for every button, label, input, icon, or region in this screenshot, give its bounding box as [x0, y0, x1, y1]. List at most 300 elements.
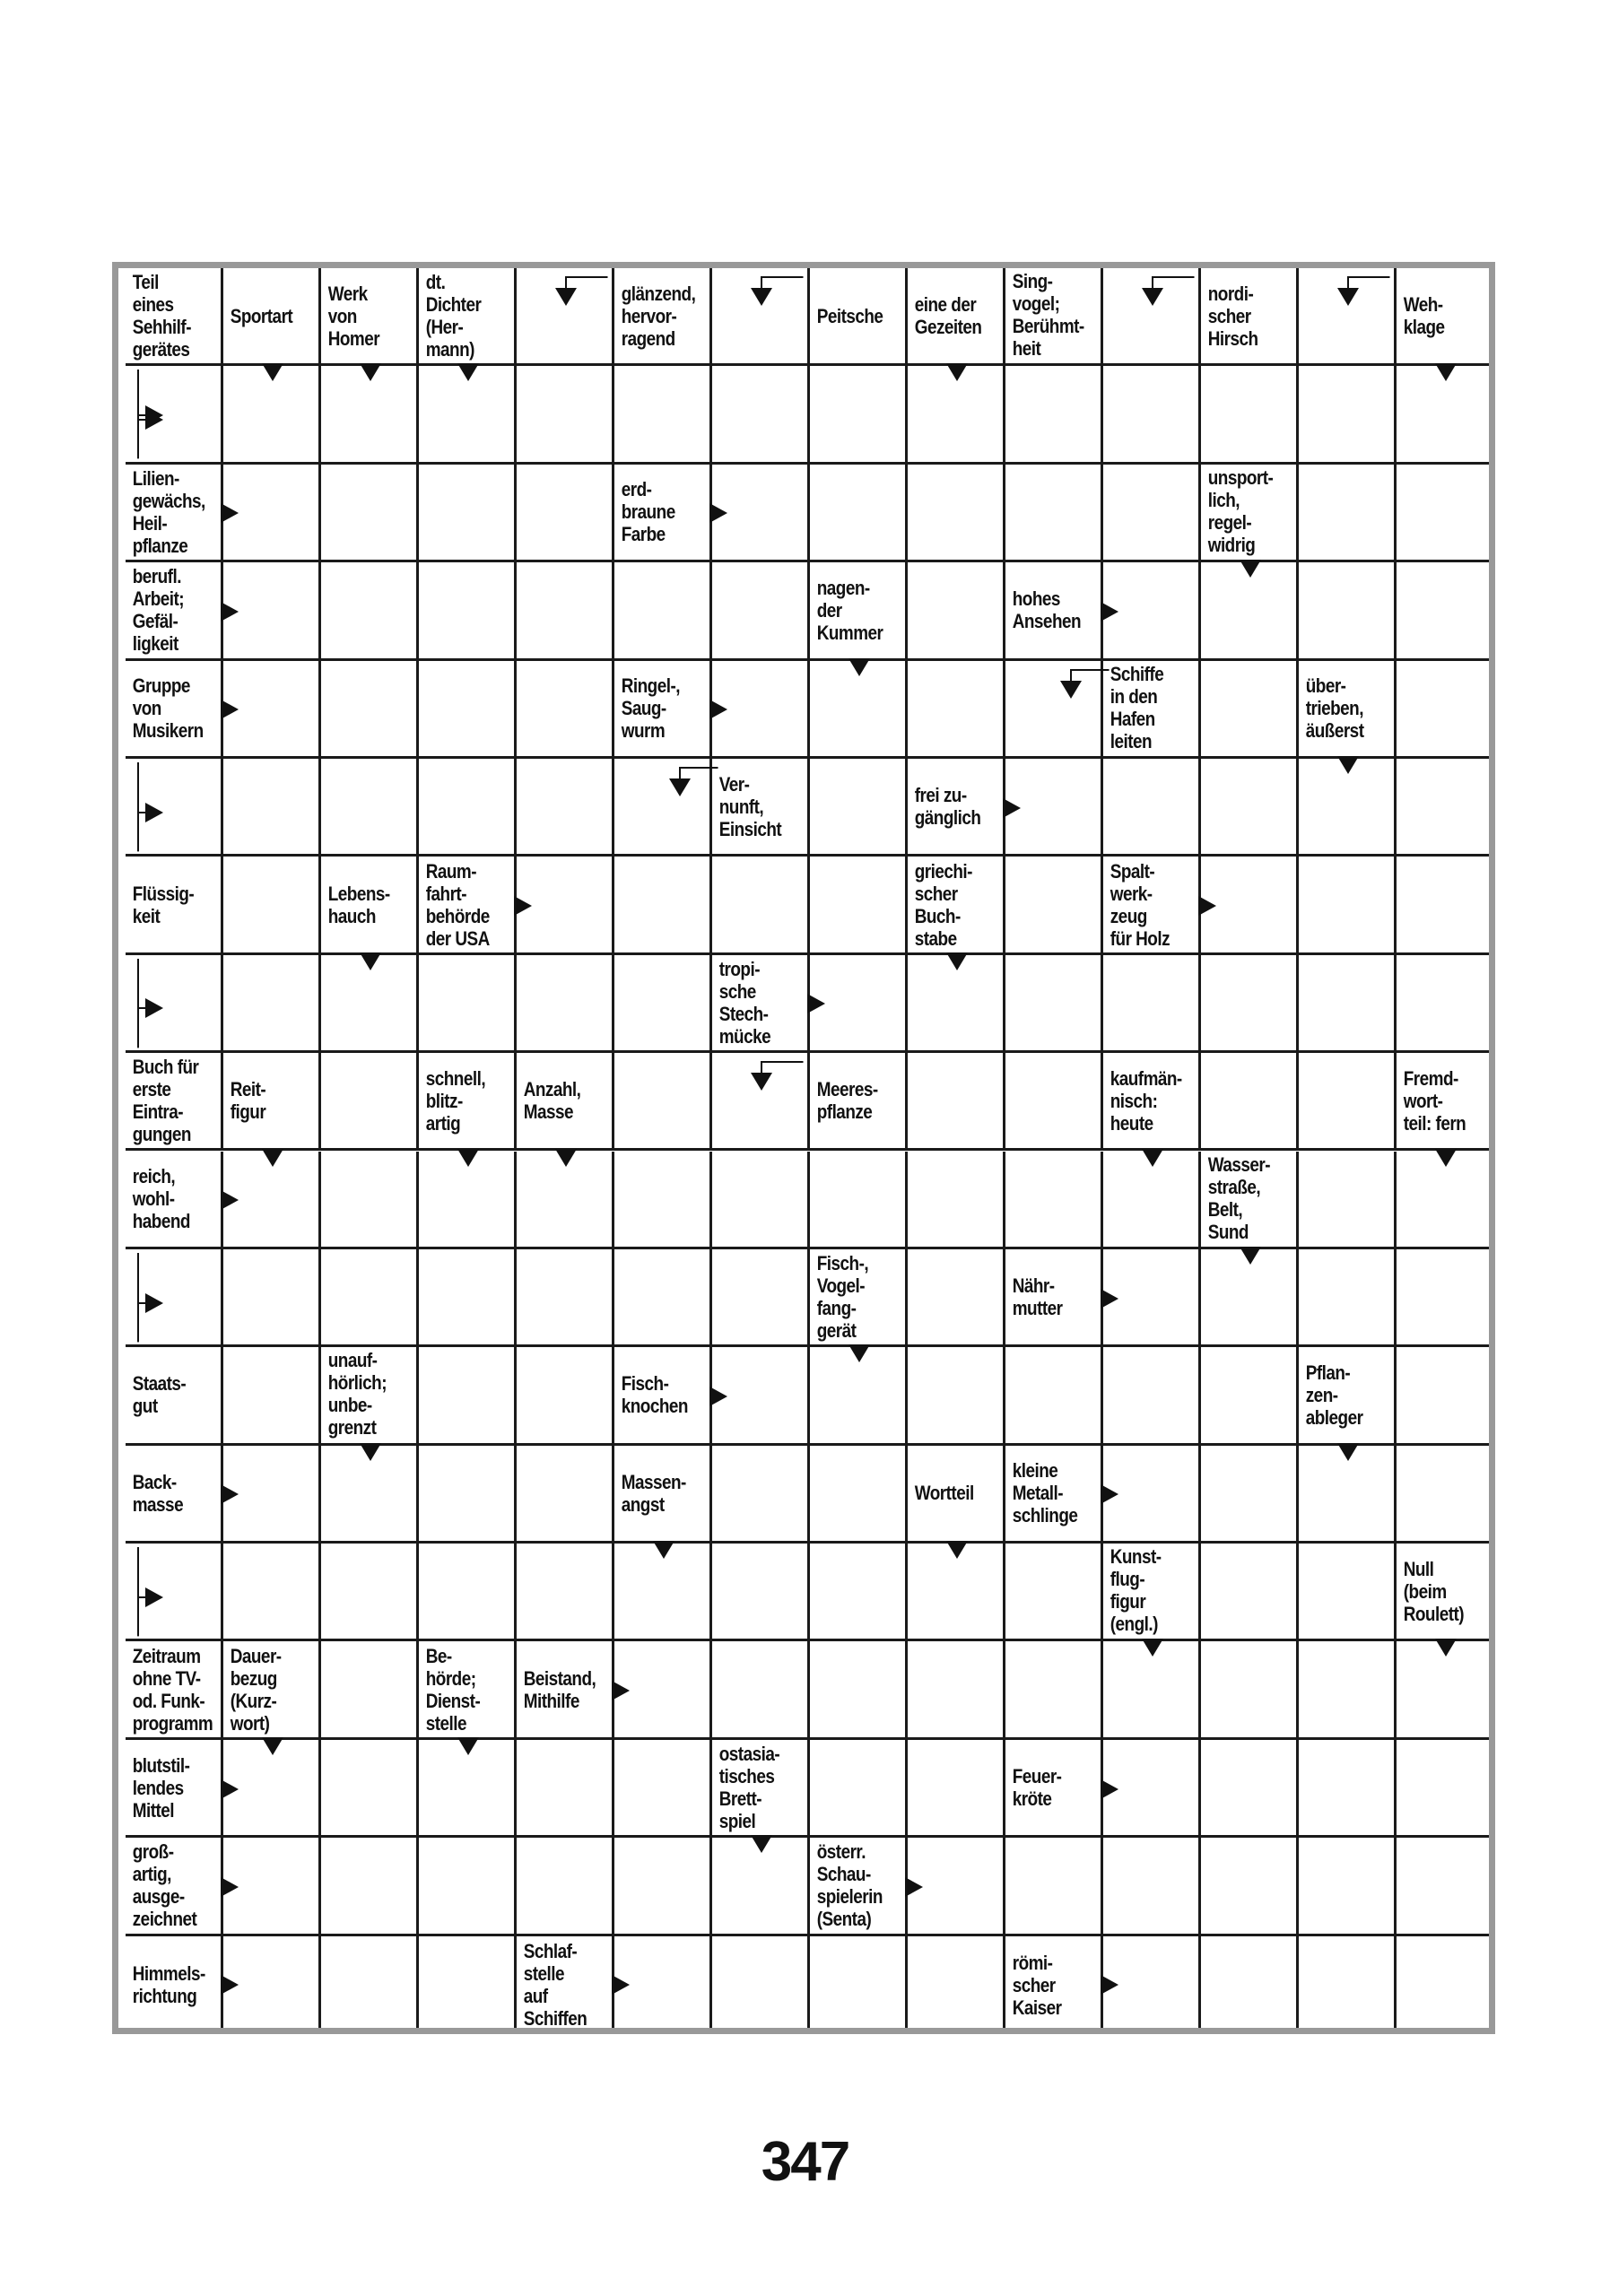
answer-cell[interactable]: [1299, 366, 1397, 464]
clue-text: Dauer- bezug (Kurz- wort): [230, 1644, 282, 1735]
arrow-down-icon: [360, 952, 381, 970]
answer-cell[interactable]: [614, 1740, 712, 1838]
clue-cell: [810, 1053, 908, 1151]
clue-text: eine der Gezeiten: [914, 293, 982, 339]
clue-text: Kunst- flug- figur (engl.): [1110, 1545, 1162, 1636]
clue-text: Nähr- mutter: [1012, 1274, 1063, 1320]
answer-cell[interactable]: [1397, 955, 1494, 1053]
answer-cell[interactable]: [1299, 955, 1397, 1053]
answer-cell[interactable]: [321, 1152, 419, 1249]
answer-cell[interactable]: [908, 562, 1005, 660]
answer-cell[interactable]: [1201, 1053, 1299, 1151]
answer-cell[interactable]: [223, 1347, 321, 1445]
answer-cell[interactable]: [321, 1544, 419, 1641]
answer-cell[interactable]: [712, 857, 810, 954]
clue-cell: [126, 1641, 223, 1739]
arrow-right-icon: [221, 1190, 239, 1210]
answer-cell[interactable]: [1299, 465, 1397, 562]
answer-cell[interactable]: [419, 465, 517, 562]
arrow-right-icon: [221, 700, 239, 719]
arrow-right-icon: [807, 994, 825, 1013]
clue-cell: [1397, 1053, 1494, 1151]
clue-cell: [1005, 1446, 1103, 1544]
arrow-right-icon: [221, 503, 239, 523]
clue-cell: [1397, 1544, 1494, 1641]
answer-cell[interactable]: [1005, 1838, 1103, 1935]
clue-text: Himmels- richtung: [132, 1962, 205, 2008]
arrow-right-icon: [514, 896, 532, 916]
arrow-right-icon: [612, 1681, 630, 1700]
clue-text: Schlaf- stelle auf Schiffen: [523, 1940, 587, 2031]
clue-text: Lebens- hauch: [327, 882, 390, 927]
arrow-down-icon: [555, 288, 577, 306]
clue-text: römi- scher Kaiser: [1012, 1951, 1062, 2019]
clue-text: Teil eines Sehhilf- gerätes: [132, 271, 191, 361]
clue-cell: [1005, 268, 1103, 366]
clue-text: Lilien- gewächs, Heil- pflanze: [132, 466, 205, 557]
clue-text: Fisch- knochen: [621, 1372, 688, 1418]
answer-cell[interactable]: [223, 1544, 321, 1641]
answer-cell[interactable]: [810, 1936, 908, 2034]
arrow-right-icon: [1101, 602, 1118, 622]
answer-cell[interactable]: [321, 1053, 419, 1151]
clue-text: berufl. Arbeit; Gefäl- ligkeit: [132, 565, 185, 656]
answer-cell[interactable]: [1299, 1249, 1397, 1347]
answer-cell[interactable]: [517, 759, 614, 857]
clue-text: Werk von Homer: [327, 282, 380, 350]
answer-cell[interactable]: [614, 1152, 712, 1249]
answer-cell[interactable]: [712, 1249, 810, 1347]
clue-cell: [517, 1936, 614, 2034]
answer-cell[interactable]: [321, 661, 419, 759]
arrow-down-icon: [1435, 1639, 1457, 1657]
arrow-down-icon: [1435, 363, 1457, 381]
clue-text: Flüssig- keit: [132, 882, 195, 927]
answer-cell[interactable]: [712, 1544, 810, 1641]
clue-text: tropi- sche Stech- mücke: [718, 957, 771, 1048]
arrow-down-icon: [653, 1541, 674, 1559]
clue-text: Fisch-, Vogel- fang- gerät: [816, 1252, 869, 1343]
answer-cell[interactable]: [1299, 1053, 1397, 1151]
clue-cell: [223, 1641, 321, 1739]
answer-cell[interactable]: [1103, 1347, 1201, 1445]
answer-cell[interactable]: [419, 1838, 517, 1935]
answer-cell[interactable]: [1299, 562, 1397, 660]
answer-cell[interactable]: [1397, 562, 1494, 660]
clue-text: erd- braune Farbe: [621, 478, 675, 546]
clue-cell: [712, 1740, 810, 1838]
answer-cell[interactable]: [321, 759, 419, 857]
answer-cell[interactable]: [810, 1152, 908, 1249]
clue-cell: [1005, 1936, 1103, 2034]
clue-cell: [223, 1053, 321, 1151]
clue-text: nagen- der Kummer: [816, 576, 883, 644]
crossword-grid: [126, 268, 1494, 2034]
clue-cell: [419, 857, 517, 954]
answer-cell[interactable]: [1005, 366, 1103, 464]
clue-cell: [126, 1936, 223, 2034]
clue-text: Null (beim Roulett): [1403, 1557, 1465, 1625]
answer-cell[interactable]: [1201, 1740, 1299, 1838]
answer-cell[interactable]: [1397, 1838, 1494, 1935]
clue-cell: [810, 1249, 908, 1347]
arrow-right-icon: [709, 1387, 727, 1406]
answer-cell[interactable]: [1397, 759, 1494, 857]
clue-cell: [223, 268, 321, 366]
arrow-down-icon: [751, 288, 772, 306]
page-number: 347: [761, 2131, 849, 2193]
answer-cell[interactable]: [1299, 857, 1397, 954]
arrow-down-icon: [751, 1835, 772, 1853]
answer-cell[interactable]: [712, 1936, 810, 2034]
answer-cell[interactable]: [321, 1740, 419, 1838]
answer-cell[interactable]: [419, 1446, 517, 1544]
answer-cell[interactable]: [614, 1838, 712, 1935]
answer-cell[interactable]: [810, 465, 908, 562]
clue-text: Be- hörde; Dienst- stelle: [425, 1644, 481, 1735]
answer-cell[interactable]: [419, 661, 517, 759]
answer-cell[interactable]: [1103, 366, 1201, 464]
clue-cell: [321, 1347, 419, 1445]
arrow-right-icon: [1101, 1975, 1118, 1995]
answer-cell[interactable]: [1201, 1446, 1299, 1544]
arrow-right-icon: [145, 1587, 163, 1607]
arrow-right-icon: [1101, 1484, 1118, 1504]
clue-text: Beistand, Mithilfe: [523, 1666, 596, 1712]
answer-cell[interactable]: [1005, 1641, 1103, 1739]
clue-text: reich, wohl- habend: [132, 1165, 190, 1233]
answer-cell[interactable]: [1103, 1838, 1201, 1935]
arrow-right-icon: [1101, 1289, 1118, 1309]
answer-cell[interactable]: [1201, 1641, 1299, 1739]
clue-text: Ringel-, Saug- wurm: [621, 674, 680, 743]
clue-text: Wasser- straße, Belt, Sund: [1207, 1152, 1271, 1243]
clue-text: Gruppe von Musikern: [132, 674, 204, 743]
clue-cell: [321, 268, 419, 366]
answer-cell[interactable]: [1397, 1347, 1494, 1445]
clue-cell: [126, 465, 223, 562]
arrow-down-icon: [360, 363, 381, 381]
clue-cell: [810, 562, 908, 660]
clue-cell: [614, 661, 712, 759]
answer-cell[interactable]: [908, 1249, 1005, 1347]
clue-cell: [1005, 562, 1103, 660]
answer-cell[interactable]: [126, 759, 223, 857]
answer-cell[interactable]: [1201, 955, 1299, 1053]
answer-cell[interactable]: [614, 857, 712, 954]
arrow-right-icon: [612, 1975, 630, 1995]
arrow-down-icon: [1142, 1639, 1163, 1657]
answer-cell[interactable]: [321, 1249, 419, 1347]
answer-cell[interactable]: [810, 366, 908, 464]
clue-text: Raum- fahrt- behörde der USA: [425, 859, 490, 950]
answer-cell[interactable]: [810, 1544, 908, 1641]
answer-cell[interactable]: [712, 1446, 810, 1544]
answer-cell[interactable]: [321, 1641, 419, 1739]
answer-cell[interactable]: [908, 661, 1005, 759]
clue-cell: [126, 1053, 223, 1151]
answer-cell[interactable]: [1201, 366, 1299, 464]
answer-cell[interactable]: [517, 366, 614, 464]
clue-cell: [419, 268, 517, 366]
answer-cell[interactable]: [223, 857, 321, 954]
clue-text: Meeres- pflanze: [816, 1078, 878, 1124]
answer-cell[interactable]: [1201, 1347, 1299, 1445]
arrow-down-icon: [262, 1737, 283, 1755]
answer-cell[interactable]: [1005, 1053, 1103, 1151]
answer-cell[interactable]: [126, 955, 223, 1053]
answer-cell[interactable]: [517, 562, 614, 660]
clue-text: blutstil- lendes Mittel: [132, 1753, 190, 1822]
answer-cell[interactable]: [810, 1641, 908, 1739]
answer-cell[interactable]: [223, 759, 321, 857]
clue-text: Back- masse: [132, 1470, 184, 1516]
clue-cell: [1103, 661, 1201, 759]
answer-cell[interactable]: [321, 1936, 419, 2034]
answer-cell[interactable]: [419, 1347, 517, 1445]
arrow-right-icon: [145, 1293, 163, 1313]
answer-cell[interactable]: [1005, 955, 1103, 1053]
clue-cell: [1005, 1740, 1103, 1838]
clue-text: Zeitraum ohne TV- od. Funk- programm: [132, 1644, 213, 1735]
answer-cell[interactable]: [1397, 1249, 1494, 1347]
answer-cell[interactable]: [1005, 1544, 1103, 1641]
clue-cell: [126, 661, 223, 759]
answer-cell[interactable]: [1201, 661, 1299, 759]
answer-cell[interactable]: [517, 465, 614, 562]
arrow-down-icon: [946, 363, 968, 381]
arrow-down-icon: [751, 1073, 772, 1091]
answer-cell[interactable]: [712, 562, 810, 660]
answer-cell[interactable]: [1005, 857, 1103, 954]
answer-cell[interactable]: [1299, 1641, 1397, 1739]
arrow-right-icon: [905, 1877, 923, 1897]
clue-text: Sing- vogel; Berühmt- heit: [1012, 270, 1084, 360]
arrow-elbow-line: [136, 761, 140, 853]
arrow-down-icon: [849, 658, 870, 676]
clue-cell: [614, 1347, 712, 1445]
arrow-right-icon: [221, 1484, 239, 1504]
clue-cell: [1299, 661, 1397, 759]
answer-cell[interactable]: [1299, 1152, 1397, 1249]
clue-cell: [908, 1446, 1005, 1544]
answer-cell[interactable]: [908, 1936, 1005, 2034]
clue-text: Buch für erste Eintra- gungen: [132, 1056, 199, 1146]
clue-text: Weh- klage: [1403, 293, 1445, 339]
answer-cell[interactable]: [614, 955, 712, 1053]
crossword-puzzle: [112, 262, 1495, 2034]
answer-cell[interactable]: [517, 955, 614, 1053]
answer-cell[interactable]: [908, 465, 1005, 562]
answer-cell[interactable]: [908, 1641, 1005, 1739]
arrow-right-icon: [1101, 1779, 1118, 1799]
answer-cell[interactable]: [321, 465, 419, 562]
answer-cell[interactable]: [321, 1838, 419, 1935]
arrow-down-icon: [946, 952, 968, 970]
answer-cell[interactable]: [517, 1249, 614, 1347]
answer-cell[interactable]: [908, 1152, 1005, 1249]
answer-cell[interactable]: [908, 1053, 1005, 1151]
arrow-right-icon: [221, 1975, 239, 1995]
clue-text: Ver- nunft, Einsicht: [718, 772, 782, 840]
clue-cell: [517, 1053, 614, 1151]
clue-cell: [712, 759, 810, 857]
clue-text: glänzend, hervor- ragend: [621, 282, 696, 350]
answer-cell[interactable]: [1299, 1936, 1397, 2034]
answer-cell[interactable]: [517, 1740, 614, 1838]
arrow-elbow-line: [136, 368, 140, 460]
arrow-down-icon: [1435, 1149, 1457, 1167]
arrow-right-icon: [1003, 798, 1021, 818]
answer-cell[interactable]: [321, 562, 419, 660]
clue-text: Staats- gut: [132, 1372, 187, 1418]
clue-cell: [614, 1446, 712, 1544]
arrow-right-icon: [1198, 896, 1216, 916]
clue-text: Fremd- wort- teil: fern: [1403, 1066, 1466, 1135]
clue-cell: [126, 1446, 223, 1544]
clue-text: österr. Schau- spielerin (Senta): [816, 1840, 883, 1931]
answer-cell[interactable]: [810, 1740, 908, 1838]
answer-cell[interactable]: [614, 366, 712, 464]
arrow-right-icon: [145, 998, 163, 1018]
clue-cell: [908, 857, 1005, 954]
arrow-right-icon: [709, 700, 727, 719]
answer-cell[interactable]: [712, 1641, 810, 1739]
answer-cell[interactable]: [517, 1544, 614, 1641]
arrow-down-icon: [262, 1149, 283, 1167]
clue-cell: [126, 857, 223, 954]
clue-cell: [126, 1152, 223, 1249]
arrow-right-icon: [221, 1779, 239, 1799]
arrow-down-icon: [555, 1149, 577, 1167]
answer-cell[interactable]: [126, 1249, 223, 1347]
clue-cell: [1201, 1152, 1299, 1249]
answer-cell[interactable]: [223, 1249, 321, 1347]
answer-cell[interactable]: [1299, 1740, 1397, 1838]
arrow-right-icon: [145, 803, 163, 822]
answer-cell[interactable]: [517, 661, 614, 759]
clue-text: Massen- angst: [621, 1470, 686, 1516]
answer-cell[interactable]: [419, 955, 517, 1053]
answer-cell[interactable]: [1397, 465, 1494, 562]
arrow-elbow-line: [136, 1251, 140, 1344]
answer-cell[interactable]: [810, 1446, 908, 1544]
answer-cell[interactable]: [1201, 1544, 1299, 1641]
arrow-down-icon: [457, 363, 479, 381]
arrow-elbow-line: [136, 957, 140, 1049]
clue-text: Schiffe in den Hafen leiten: [1110, 662, 1164, 752]
answer-cell[interactable]: [1103, 465, 1201, 562]
arrow-down-icon: [849, 1344, 870, 1362]
clue-text: Spalt- werk- zeug für Holz: [1110, 859, 1171, 950]
answer-cell[interactable]: [1299, 1544, 1397, 1641]
answer-cell[interactable]: [1201, 759, 1299, 857]
clue-text: ostasia- tisches Brett- spiel: [718, 1743, 780, 1833]
clue-cell: [126, 562, 223, 660]
answer-cell[interactable]: [419, 1249, 517, 1347]
clue-cell: [1299, 1347, 1397, 1445]
arrow-down-icon: [1240, 560, 1261, 578]
clue-cell: [614, 268, 712, 366]
clue-cell: [614, 465, 712, 562]
answer-cell[interactable]: [1005, 465, 1103, 562]
clue-cell: [1201, 465, 1299, 562]
clue-text: dt. Dichter (Her- mann): [425, 271, 482, 361]
answer-cell[interactable]: [908, 1347, 1005, 1445]
answer-cell[interactable]: [908, 1740, 1005, 1838]
answer-cell[interactable]: [1103, 955, 1201, 1053]
answer-cell[interactable]: [614, 562, 712, 660]
arrow-down-icon: [1142, 1149, 1163, 1167]
answer-cell[interactable]: [1397, 1936, 1494, 2034]
answer-cell[interactable]: [614, 1053, 712, 1151]
arrow-elbow-line: [136, 1545, 140, 1638]
answer-cell[interactable]: [712, 366, 810, 464]
answer-cell[interactable]: [614, 1249, 712, 1347]
answer-cell[interactable]: [126, 1544, 223, 1641]
clue-text: frei zu- gänglich: [914, 784, 981, 830]
answer-cell[interactable]: [1397, 661, 1494, 759]
answer-cell[interactable]: [419, 1544, 517, 1641]
answer-cell[interactable]: [419, 1936, 517, 2034]
arrow-down-icon: [457, 1737, 479, 1755]
clue-text: griechi- scher Buch- stabe: [914, 859, 972, 950]
clue-cell: [419, 1641, 517, 1739]
clue-text: kleine Metall- schlinge: [1012, 1459, 1078, 1527]
clue-cell: [908, 759, 1005, 857]
clue-text: kaufmän- nisch: heute: [1110, 1066, 1182, 1135]
answer-cell[interactable]: [1397, 1446, 1494, 1544]
answer-cell[interactable]: [517, 1347, 614, 1445]
clue-text: über- trieben, äußerst: [1305, 674, 1364, 743]
answer-cell[interactable]: [1299, 1838, 1397, 1935]
answer-cell[interactable]: [810, 759, 908, 857]
arrow-down-icon: [1337, 288, 1359, 306]
clue-cell: [810, 268, 908, 366]
answer-cell[interactable]: [1005, 1152, 1103, 1249]
clue-cell: [1103, 1544, 1201, 1641]
answer-cell[interactable]: [1397, 857, 1494, 954]
answer-cell[interactable]: [419, 562, 517, 660]
answer-cell[interactable]: [712, 1152, 810, 1249]
arrow-down-icon: [1142, 288, 1163, 306]
clue-text: Feuer- kröte: [1012, 1765, 1062, 1811]
arrow-right-icon: [709, 503, 727, 523]
arrow-right-icon: [145, 410, 163, 430]
answer-cell[interactable]: [1397, 1740, 1494, 1838]
answer-cell[interactable]: [1005, 1347, 1103, 1445]
clue-cell: [1397, 268, 1494, 366]
clue-text: Sportart: [230, 304, 293, 327]
clue-cell: [126, 268, 223, 366]
answer-cell[interactable]: [1201, 1936, 1299, 2034]
arrow-down-icon: [1337, 1443, 1359, 1461]
arrow-down-icon: [457, 1149, 479, 1167]
clue-text: Anzahl, Masse: [523, 1078, 581, 1124]
clue-text: unauf- hörlich; unbe- grenzt: [327, 1349, 387, 1439]
clue-cell: [1103, 857, 1201, 954]
answer-cell[interactable]: [1103, 759, 1201, 857]
answer-cell[interactable]: [223, 955, 321, 1053]
arrow-down-icon: [1240, 1247, 1261, 1265]
answer-cell[interactable]: [517, 1446, 614, 1544]
answer-cell[interactable]: [517, 1838, 614, 1935]
answer-cell[interactable]: [1201, 1838, 1299, 1935]
clue-cell: [908, 268, 1005, 366]
answer-cell[interactable]: [419, 759, 517, 857]
answer-cell[interactable]: [810, 857, 908, 954]
arrow-down-icon: [1337, 756, 1359, 774]
